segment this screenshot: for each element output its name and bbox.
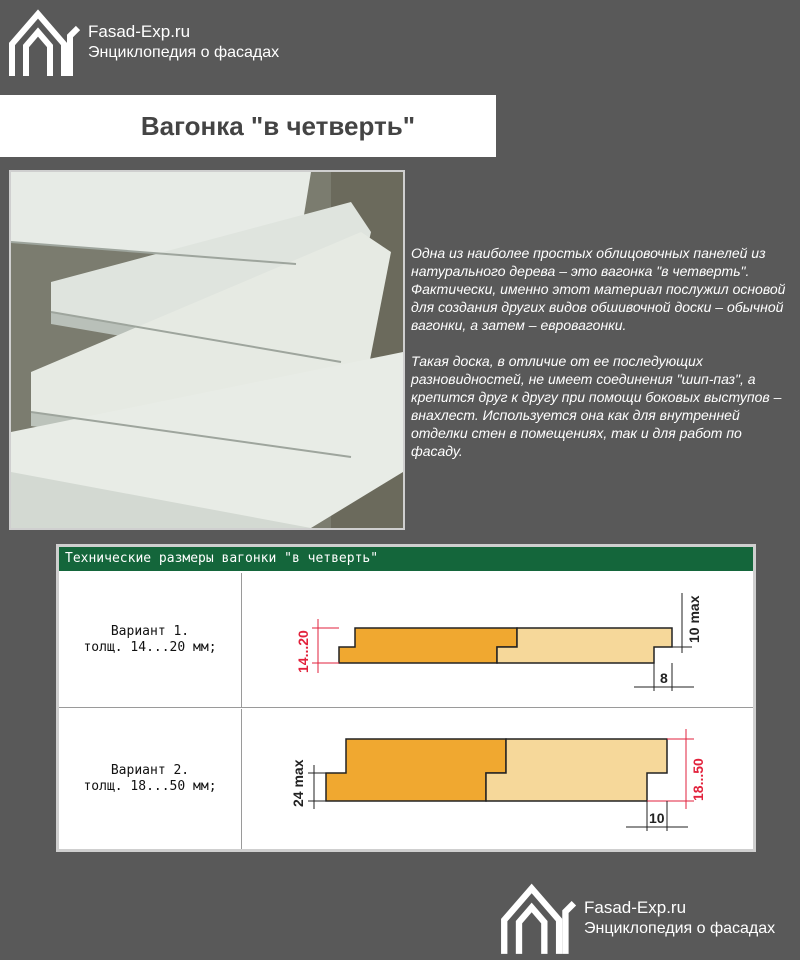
- dim-overlap-label: 10: [649, 810, 665, 826]
- description-paragraph-1: Одна из наиболее простых облицовочных панелей из натурального дерева – это вагонка "в четверть". Фактически, именно этот материал послужил основой для создания других видов обшивочной доски – обычной вагонки, а затем – евровагонки.: [411, 245, 786, 333]
- boards-photo: [9, 170, 405, 530]
- title-bar: [0, 95, 496, 157]
- dim-lip-label: 10 max: [686, 595, 702, 643]
- variant-name: Вариант 2.: [110, 763, 190, 778]
- page-title: Вагонка "в четверть": [140, 110, 416, 141]
- brand-site: Fasad-Exp.ru: [88, 22, 191, 41]
- specs-table-header: Технические размеры вагонки "в четверть": [59, 547, 753, 571]
- profile-diagram: [242, 709, 752, 849]
- building-logo-icon: [8, 6, 80, 78]
- dim-lip-label: 24 max: [290, 759, 306, 807]
- brand-subtitle: Энциклопедия о фасадах: [584, 920, 776, 937]
- profile-diagram: [242, 573, 752, 707]
- table-row: [59, 573, 753, 708]
- variant-name: Вариант 1.: [110, 624, 190, 639]
- variant-thickness: толщ. 18...50 мм;: [83, 779, 217, 794]
- specs-table: [56, 544, 756, 852]
- dim-height-label: 14...20: [295, 630, 311, 673]
- brand-logo-bottom[interactable]: [500, 880, 775, 956]
- dim-overlap-label: 8: [660, 670, 668, 686]
- description-paragraph-2: Такая доска, в отличие от ее последующих разновидностей, не имеет соединения "шип-паз", а крепится друг к другу при помощи боковых выступов – внахлест. Используется она как для внутренней отделки стен в помещениях, так и для работ по фасаду.: [411, 353, 782, 459]
- description: [411, 244, 797, 478]
- boards-photo-illustration: [11, 172, 403, 528]
- table-row: [59, 709, 753, 849]
- dim-height-label: 18...50: [690, 758, 706, 801]
- brand-subtitle: Энциклопедия о фасадах: [88, 44, 280, 61]
- variant-1-drawing: [242, 573, 753, 707]
- variant-2-drawing: [242, 709, 753, 849]
- variant-thickness: толщ. 14...20 мм;: [83, 640, 217, 655]
- brand-logo-top[interactable]: [8, 6, 279, 78]
- variant-label-cell: [59, 573, 242, 707]
- variant-label-cell: [59, 709, 242, 849]
- brand-site: Fasad-Exp.ru: [584, 898, 687, 917]
- building-logo-icon: [500, 880, 576, 956]
